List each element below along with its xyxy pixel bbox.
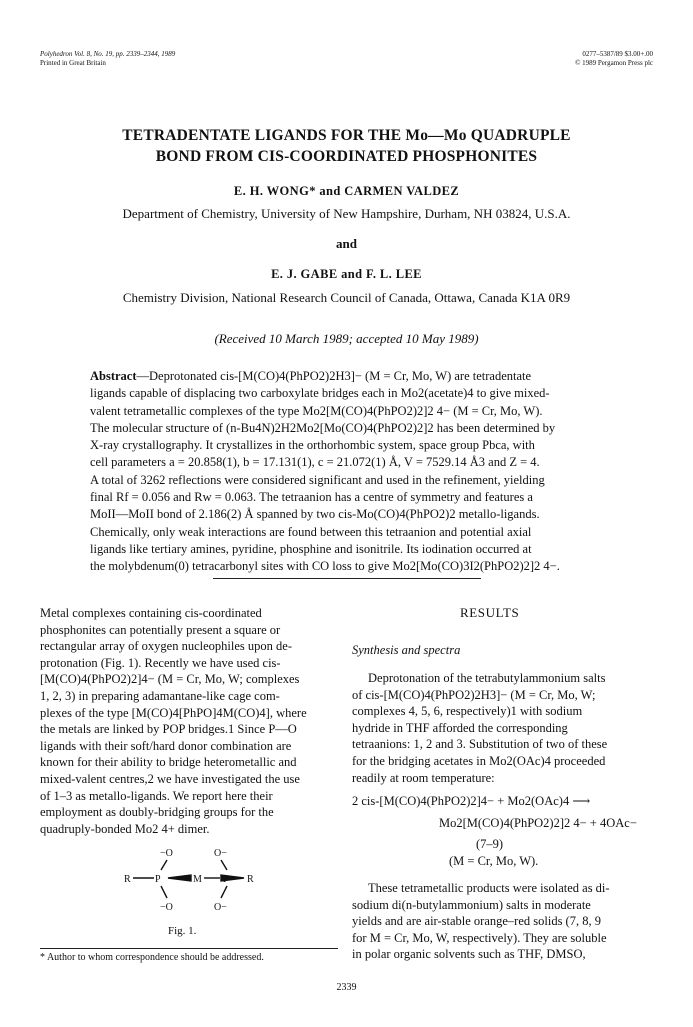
abstract-line: valent tetrametallic complexes of the type Mo2[M(CO)4(PhPO2)2]2 4− (M = Cr, Mo, W). bbox=[90, 403, 543, 418]
reaction-equation-line-1: 2 cis-[M(CO)4(PhPO2)2]4− + Mo2(OAc)4 ⟶ bbox=[352, 794, 591, 808]
received-dates: (Received 10 March 1989; accepted 10 May 1989) bbox=[214, 331, 479, 346]
results-line: for the bridging acetates in Mo2(OAc)4 proceeded bbox=[352, 753, 606, 768]
results-line: tetraanions: 1, 2 and 3. Substitution of two of these bbox=[352, 737, 608, 752]
oxygen-label: O− bbox=[214, 848, 227, 859]
intro-line: employment as doubly-bridging groups for the bbox=[40, 805, 274, 820]
results-line: yields and are air-stable orange–red solids (7, 8, 9 bbox=[352, 914, 601, 929]
intro-line: ligands with their soft/hard donor combination are bbox=[40, 738, 292, 753]
abstract-line: X-ray crystallography. It crystallizes in the orthorhombic system, space group Pbca, with bbox=[90, 438, 535, 453]
intro-line: quadruply-bonded Mo2 4+ dimer. bbox=[40, 821, 210, 836]
results-line: Deprotonation of the tetrabutylammonium salts bbox=[368, 671, 606, 685]
intro-line: phosphonites can potentially present a square or bbox=[40, 622, 281, 637]
oxygen-label: O− bbox=[214, 902, 227, 913]
intro-line: [M(CO)4(PhPO2)2]4− (M = Cr, Mo, W; complexes bbox=[40, 672, 300, 687]
footnote-rule bbox=[40, 948, 338, 949]
journal-line-1: Polyhedron Vol. 8, No. 19, pp. 2339–2344, 1989 bbox=[40, 50, 176, 58]
and-separator: and bbox=[336, 236, 357, 251]
code-line-2: © 1989 Pergamon Press plc bbox=[575, 59, 653, 67]
intro-line: 1, 2, 3) in preparing adamantane-like cage com- bbox=[40, 688, 280, 703]
authors-2: E. J. GABE and F. L. LEE bbox=[271, 267, 422, 281]
results-line: These tetrametallic products were isolated as di- bbox=[368, 881, 610, 895]
affiliation-1: Department of Chemistry, University of New Hampshire, Durham, NH 03824, U.S.A. bbox=[122, 206, 571, 221]
journal-line-2: Printed in Great Britain bbox=[40, 59, 106, 67]
affiliation-2: Chemistry Division, National Research Council of Canada, Ottawa, Canada K1A 0R9 bbox=[122, 290, 571, 305]
title-line-1: TETRADENTATE LIGANDS FOR THE Mo—Mo QUADRUPLE bbox=[122, 127, 571, 144]
page-number: 2339 bbox=[336, 982, 357, 993]
abstract-line: ligands like tertiary amines, pyridine, phosphine and isonitrile. Its iodination occurred at bbox=[90, 541, 532, 556]
equation-number: (7–9) bbox=[476, 837, 504, 851]
abstract-line: A total of 3262 reflections were considered significant and used in the refinement, yielding bbox=[90, 472, 545, 487]
oxygen-label: −O bbox=[160, 902, 173, 913]
paper-title bbox=[0, 125, 693, 167]
intro-line: Metal complexes containing cis-coordinated bbox=[40, 606, 262, 620]
results-line: of cis-[M(CO)4(PhPO2)2H3]− (M = Cr, Mo, W; bbox=[352, 687, 596, 702]
results-line: readily at room temperature: bbox=[352, 770, 495, 785]
copyright-info bbox=[575, 50, 653, 68]
results-paragraph-1 bbox=[352, 670, 653, 786]
equation-condition: (M = Cr, Mo, W). bbox=[449, 854, 539, 868]
title-line-2: BOND FROM CIS-COORDINATED PHOSPHONITES bbox=[155, 148, 538, 165]
author-footnote: * Author to whom correspondence should be addressed. bbox=[40, 952, 264, 963]
intro-line: plexes of the type [M(CO)4[PhPO]4M(CO)4], where bbox=[40, 705, 307, 720]
figure-1-structure bbox=[110, 842, 270, 920]
abstract-line: The molecular structure of (n-Bu4N)2H2Mo2[Mo(CO)4(PhPO2)2]2 has been determined by bbox=[90, 420, 556, 435]
section-divider bbox=[213, 578, 481, 579]
intro-line: known for their ability to bridge heterometallic and bbox=[40, 755, 297, 770]
abstract-line: MoII—MoII bond of 2.186(2) Å spanned by two cis-Mo(CO)4(PhPO2)2 metallo-ligands. bbox=[90, 507, 540, 522]
intro-line: the metals are linked by POP bridges.1 Since P—O bbox=[40, 722, 297, 737]
abstract-line: final Rf = 0.056 and Rw = 0.063. The tetraanion has a centre of symmetry and features a bbox=[90, 490, 533, 505]
r-group-label: R bbox=[124, 874, 131, 885]
wedge-bond-left bbox=[168, 875, 191, 881]
code-line-1: 0277–5387/89 $3.00+.00 bbox=[582, 50, 653, 58]
phosphorus-label: P bbox=[155, 874, 161, 885]
intro-paragraph bbox=[40, 605, 338, 837]
abstract bbox=[90, 368, 602, 576]
r-group-label: R bbox=[247, 874, 254, 885]
bond-p-o-lower-right bbox=[221, 886, 227, 898]
figure-caption: Fig. 1. bbox=[168, 925, 197, 937]
results-line: sodium di(n-butylammonium) salts in moderate bbox=[352, 897, 591, 912]
results-line: hydride in THF afforded the corresponding bbox=[352, 720, 568, 735]
intro-line: rectangular array of oxygen nucleophiles upon de- bbox=[40, 639, 292, 654]
results-line: complexes 4, 5, 6, respectively)1 with sodium bbox=[352, 704, 583, 719]
intro-line: mixed-valent centres,2 we have investigated the use bbox=[40, 771, 300, 786]
metal-label: M bbox=[193, 874, 202, 885]
bond-p-o-lower-left bbox=[161, 886, 167, 898]
intro-line: of 1–3 as metallo-ligands. We report here their bbox=[40, 788, 273, 803]
abstract-line: Abstract—Deprotonated cis-[M(CO)4(PhPO2)2H3]− (M = Cr, Mo, W) are tetradentate bbox=[90, 369, 532, 383]
abstract-line: Chemically, only weak interactions are found between this tetraanion and potential axial bbox=[90, 524, 532, 539]
intro-line: protonation (Fig. 1). Recently we have used cis- bbox=[40, 655, 281, 670]
abstract-line: the molybdenum(0) tetracarbonyl sites with CO loss to give Mo2[Mo(CO)3I2(PhPO2)2]2 4−. bbox=[90, 559, 560, 574]
results-paragraph-2 bbox=[352, 880, 653, 963]
abstract-line: cell parameters a = 20.858(1), b = 17.131(1), c = 21.072(1) Å, V = 7529.14 Å3 and Z = 4. bbox=[90, 455, 540, 470]
subheading: Synthesis and spectra bbox=[352, 643, 461, 657]
results-heading: RESULTS bbox=[460, 605, 520, 620]
reaction-equation-line-2: Mo2[M(CO)4(PhPO2)2]2 4− + 4OAc− bbox=[439, 816, 637, 830]
oxygen-label: −O bbox=[160, 848, 173, 859]
authors-1: E. H. WONG* and CARMEN VALDEZ bbox=[233, 184, 460, 198]
abstract-label: Abstract bbox=[90, 369, 137, 383]
bond-p-o-upper-right bbox=[221, 860, 227, 870]
results-line: for M = Cr, Mo, W, respectively). They are soluble bbox=[352, 930, 607, 945]
results-line: in polar organic solvents such as THF, DMSO, bbox=[352, 947, 586, 962]
bond-p-o-upper-left bbox=[161, 860, 167, 870]
abstract-line: ligands capable of displacing two carboxylate bridges each in Mo2(acetate)4 to give mixed- bbox=[90, 386, 550, 401]
phosphorus-label: P bbox=[223, 874, 229, 885]
journal-info bbox=[40, 50, 175, 68]
